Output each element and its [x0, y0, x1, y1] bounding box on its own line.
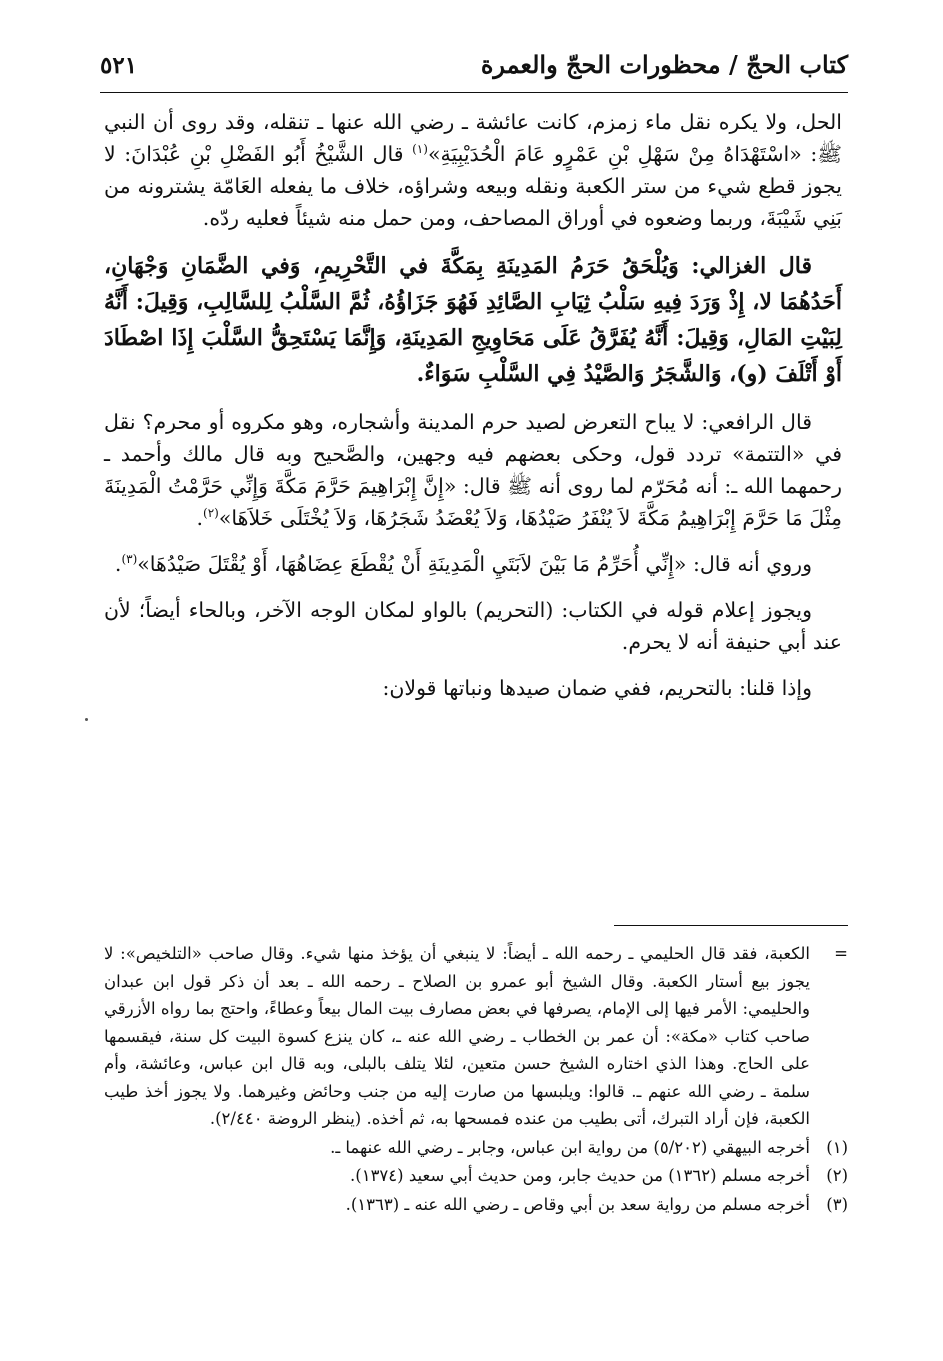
header-title: كتاب الحجّ / محظورات الحجّ والعمرة [480, 50, 848, 79]
continuation-mark: = [834, 944, 848, 963]
paragraph-1-text: الحل، ولا يكره نقل ماء زمزم، كانت عائشة ـ رضي الله عنها ـ تنقله، وقد روى أن النبي ﷺ: [104, 110, 843, 166]
main-text [104, 106, 842, 718]
footnote-item [104, 1191, 848, 1219]
footnote-number: (٢) [826, 1166, 848, 1185]
paragraph-rafii-text: قال الرافعي: لا يباح التعرض لصيد حرم المدينة وأشجاره، وهو مكروه أو محرم؟ نقل في «التتمة» تردد قول، وحكى بعضهم فيه وجهين، والصَّحيح وبه قال مالك وأحمد ـ رحمهما الله ـ: أنه مُحَرّم لما روى أنه ﷺ قال: [104, 410, 842, 498]
footnote-text: أخرجه مسلم (١٣٦٢) من حديث جابر، ومن حديث أبي سعيد (١٣٧٤). [350, 1166, 810, 1185]
footnote-number: (١) [826, 1137, 848, 1157]
paragraph-riwaya [104, 548, 842, 580]
paragraph-riwaya-end: . [114, 552, 122, 576]
paragraph-1-continuation: قال الشَّيْخُ أَبُو الفَضْلِ بْنِ عُبْدَانَ: لا يجوز قطع شيء من ستر الكعبة ونقله وبيعه وشراؤه، خلاف ما يفعله العَامّة يشترونه من بَنِي شَيْبَةَ، وربما وضعوه في أوراق المصاحف، ومن حمل منه شيئاً فعليه ردّه. [104, 142, 842, 230]
footnote-ref-3: (٣) [121, 552, 138, 567]
paragraph-riwaya-text: وروي أنه قال: [686, 552, 812, 576]
hadith-quote-1: «اسْتَهْدَاهُ مِنْ سَهْلِ بْنِ عَمْرٍو عَامَ الْحُدَيْبِيَةِ» [427, 142, 802, 166]
page-number: ٥٢١ [100, 52, 138, 79]
running-header [100, 38, 848, 93]
paragraph-ghazali: قال الغزالي: وَيُلْحَقُ حَرَمُ المَدِينَةِ بِمَكَّةَ في التَّحْرِيمِ، وَفي الضَّمَانِ وَجْهَانِ، أَحَدُهُمَا لا، إِذْ وَرَدَ فِيهِ سَلْبُ ثِيَابِ الصَّائِدِ فَهُوَ جَزَاؤُهُ، ثُمَّ السَّلْبُ لِلسَّالِبِ، وَقِيلَ: أَنَّهُ لِبَيْتِ المَالِ، وَقِيلَ: أَنَّهُ يُفَرَّقُ عَلَى مَحَاوِيجِ المَدِينَةِ، وَإِنَّمَا يَسْتَحِقُّ السَّلْبَ إِذَا اصْطَادَ أَوْ أَتْلَفَ (و)، وَالشَّجَرُ وَالصَّيْدُ فِي السَّلْبِ سَوَاءٌ. [104, 253, 842, 387]
paragraph-tahrim: وإذا قلنا: بالتحريم، ففي ضمان صيدها ونباتها قولان: [382, 676, 812, 700]
paragraph-1 [104, 106, 842, 234]
footnote-number: (٣) [826, 1194, 848, 1214]
footnote-continuation [104, 940, 848, 1133]
footnotes [104, 940, 848, 1218]
hadith-quote-2: «إِنَّ إِبْرَاهِيمَ حَرَّمَ مَكَّةَ وَإِنِّي حَرَّمْتُ الْمَدِينَةَ مِثْلَ مَا حَرَّمَ إِبْرَاهِيمُ مَكَّةَ لاَ يُنْفَرُ صَيْدُهَا، وَلاَ يُعْضَدُ شَجَرُهَا، وَلاَ يُخْتَلَى خَلاَهَا» [104, 474, 842, 530]
paragraph-rafii-end: . [196, 506, 204, 530]
footnote-continuation-text: الكعبة، فقد قال الحليمي ـ رحمه الله ـ أيضاً: لا ينبغي أن يؤخذ منها شيء. وقال صاحب «التلخيص»: لا يجوز بيع أستار الكعبة. وقال الشيخ أبو عمرو بن الصلاح ـ رحمه الله ـ بعد أن ذكر قول ابن عبدان والحليمي: الأمر فيها إلى الإمام، يصرفها في بعض مصارف بيت المال بيعاً وعطاءً، واحتج بما رواه الأزرقي صاحب كتاب «مكة»: أن عمر بن الخطاب ـ رضي الله عنه ـ، كان ينزع كسوة البيت كل سنة، فيقسمها على الحاج. وهذا الذي اختاره الشيخ حسن متعين، لئلا يتلف بالبلى، وبه قال ابن عباس، وعائشة، وأم سلمة ـ رضي الله عنهم ـ. قالوا: ويلبسها من صارت إليه من جنب وحائض وغيرهما. ولا يجوز أخذ طيب الكعبة، فإن أراد التبرك، أتى بطيب من عنده فمسحها به، ثم أخذه. (ينظر الروضة ٢/٤٤٠). [104, 944, 810, 1128]
footnote-separator [614, 925, 848, 926]
scan-speck [85, 718, 88, 721]
footnote-ref-2: (٢) [203, 506, 219, 521]
paragraph-ilam: ويجوز إعلام قوله في الكتاب: (التحريم) بالواو لمكان الوجه الآخر، وبالحاء أيضاً؛ لأن عند أبي حنيفة أنه لا يحرم. [104, 598, 842, 654]
footnote-text: أخرجه مسلم من رواية سعد بن أبي وقاص ـ رضي الله عنه ـ (١٣٦٣). [345, 1194, 810, 1214]
footnote-item [104, 1162, 848, 1190]
paragraph-rafii [104, 406, 842, 534]
hadith-quote-3: «إِنِّي أُحَرِّمُ مَا بَيْنَ لاَبَتَيِ الْمَدِينَةِ أَنْ يُقْطَعَ عِضَاهُهَا، أَوْ يُقْتَلَ صَيْدُهَا» [137, 552, 687, 576]
footnote-text: أخرجه البيهقي (٥/٢٠٢) من رواية ابن عباس، وجابر ـ رضي الله عنهما ـ. [330, 1137, 810, 1157]
footnote-ref-1: (١) [412, 142, 428, 157]
footnote-item [104, 1134, 848, 1162]
